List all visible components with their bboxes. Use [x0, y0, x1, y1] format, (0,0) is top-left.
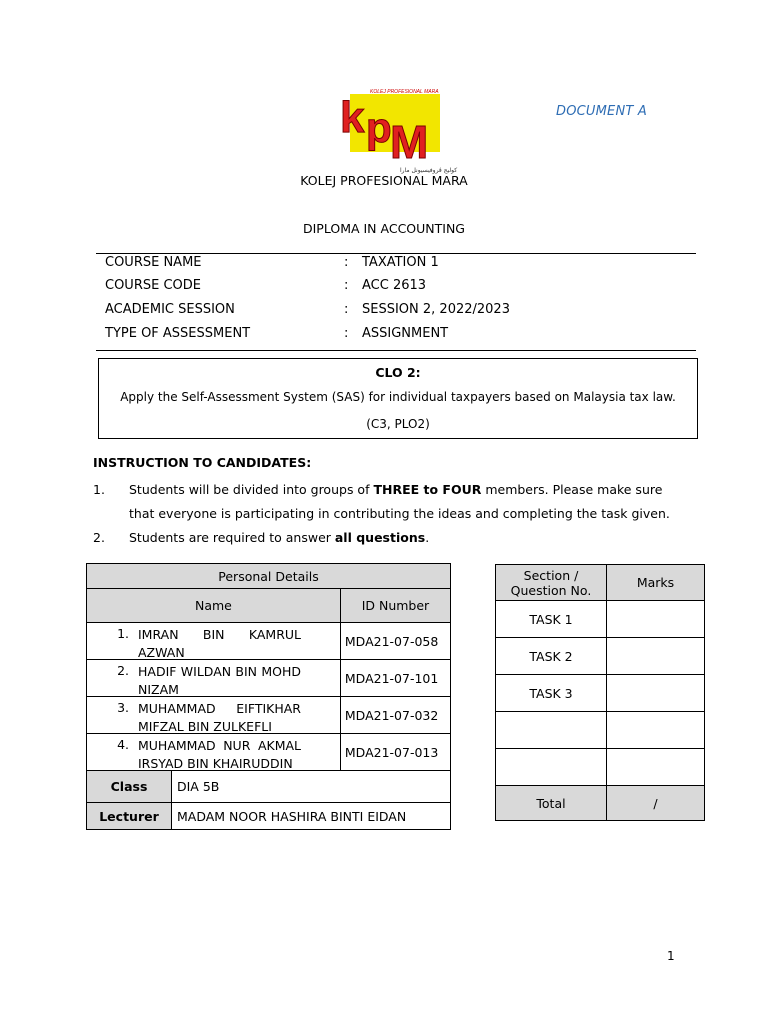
- info-value: ASSIGNMENT: [362, 326, 449, 341]
- member-number: 1.: [117, 626, 129, 641]
- table-row: [496, 675, 705, 712]
- svg-text:p: p: [366, 104, 392, 151]
- column-id-header: ID Number: [340, 589, 450, 623]
- task-label: TASK 3: [496, 675, 607, 712]
- marks-cell: [607, 601, 705, 638]
- member-number: 4.: [117, 737, 129, 752]
- document-label: DOCUMENT A: [556, 104, 647, 119]
- class-value: DIA 5B: [172, 771, 451, 803]
- personal-details-table: [86, 563, 451, 830]
- clo-box: [98, 358, 698, 439]
- info-key: COURSE CODE: [105, 278, 201, 293]
- table-row: [87, 660, 451, 697]
- member-name: MUHAMMAD EIFTIKHAR MIFZAL BIN ZULKEFLI: [138, 701, 301, 734]
- instruction-item-1: [129, 478, 689, 526]
- table-row: [496, 749, 705, 786]
- clo-text: Apply the Self-Assessment System (SAS) for individual taxpayers based on Malaysia tax law.: [120, 390, 676, 404]
- instruction-text: Students will be divided into groups of: [129, 482, 374, 497]
- task-label: TASK 1: [496, 601, 607, 638]
- table-row: [87, 623, 451, 660]
- logo-small-text: KOLEJ PROFESIONAL MARA: [370, 89, 439, 95]
- instruction-item-2: [129, 526, 689, 550]
- info-colon: :: [344, 255, 349, 270]
- lecturer-value: MADAM NOOR HASHIRA BINTI EIDAN: [172, 803, 451, 830]
- member-name: HADIF WILDAN BIN MOHD NIZAM: [138, 664, 301, 697]
- marks-cell: [607, 712, 705, 749]
- lecturer-label: Lecturer: [87, 803, 172, 830]
- member-name: IMRAN BIN KAMRUL AZWAN: [138, 627, 301, 660]
- table-row: [496, 601, 705, 638]
- info-value: TAXATION 1: [362, 255, 439, 270]
- member-id: MDA21-07-058: [340, 623, 450, 660]
- table-row: [496, 638, 705, 675]
- instructions-heading: INSTRUCTION TO CANDIDATES:: [93, 455, 312, 470]
- marks-cell: [607, 638, 705, 675]
- college-name: KOLEJ PROFESIONAL MARA: [300, 173, 468, 188]
- svg-text:M: M: [390, 116, 429, 168]
- svg-text:k: k: [340, 93, 365, 142]
- task-label: TASK 2: [496, 638, 607, 675]
- marks-cell: [607, 749, 705, 786]
- instruction-bold: all questions: [334, 530, 426, 545]
- member-id: MDA21-07-101: [340, 660, 450, 697]
- table-row: [496, 712, 705, 749]
- task-label: [496, 749, 607, 786]
- info-key: COURSE NAME: [105, 255, 202, 270]
- personal-details-title: Personal Details: [87, 564, 451, 589]
- instruction-text: Students are required to answer: [129, 530, 335, 545]
- logo-jawi-text: كوليج ڤروفيسيونل مارا: [400, 167, 458, 174]
- info-colon: :: [344, 302, 349, 317]
- kpm-logo: [340, 86, 458, 174]
- table-row: [87, 697, 451, 734]
- column-name-header: Name: [87, 589, 341, 623]
- member-id: MDA21-07-013: [340, 734, 450, 771]
- class-label: Class: [87, 771, 172, 803]
- clo-heading: CLO 2:: [375, 365, 421, 380]
- instruction-text: .: [425, 530, 430, 545]
- info-value: SESSION 2, 2022/2023: [362, 302, 510, 317]
- program-name: DIPLOMA IN ACCOUNTING: [302, 221, 465, 236]
- info-key: ACADEMIC SESSION: [105, 302, 235, 317]
- info-key: TYPE OF ASSESSMENT: [105, 326, 251, 341]
- task-label: [496, 712, 607, 749]
- marks-table: [495, 564, 705, 821]
- instruction-text: members. Please make sure that everyone is participating in contributing the ideas and completing the task given.: [129, 482, 670, 521]
- bottom-rule: [96, 350, 696, 351]
- member-number: 3.: [117, 700, 129, 715]
- clo-plo: (C3, PLO2): [366, 417, 430, 431]
- info-colon: :: [344, 326, 349, 341]
- instruction-number: 2.: [93, 530, 105, 545]
- total-value: /: [607, 786, 705, 821]
- table-row: [87, 734, 451, 771]
- info-colon: :: [344, 278, 349, 293]
- marks-header: Marks: [607, 565, 705, 601]
- top-rule: [96, 253, 696, 254]
- section-header: Section / Question No.: [496, 565, 607, 601]
- member-name: MUHAMMAD NUR AKMAL IRSYAD BIN KHAIRUDDIN: [138, 738, 301, 771]
- page-number: 1: [667, 949, 675, 963]
- member-number: 2.: [117, 663, 129, 678]
- total-label: Total: [496, 786, 607, 821]
- marks-cell: [607, 675, 705, 712]
- instruction-bold: THREE to FOUR: [373, 482, 482, 497]
- instruction-number: 1.: [93, 482, 105, 497]
- member-id: MDA21-07-032: [340, 697, 450, 734]
- info-value: ACC 2613: [362, 278, 427, 293]
